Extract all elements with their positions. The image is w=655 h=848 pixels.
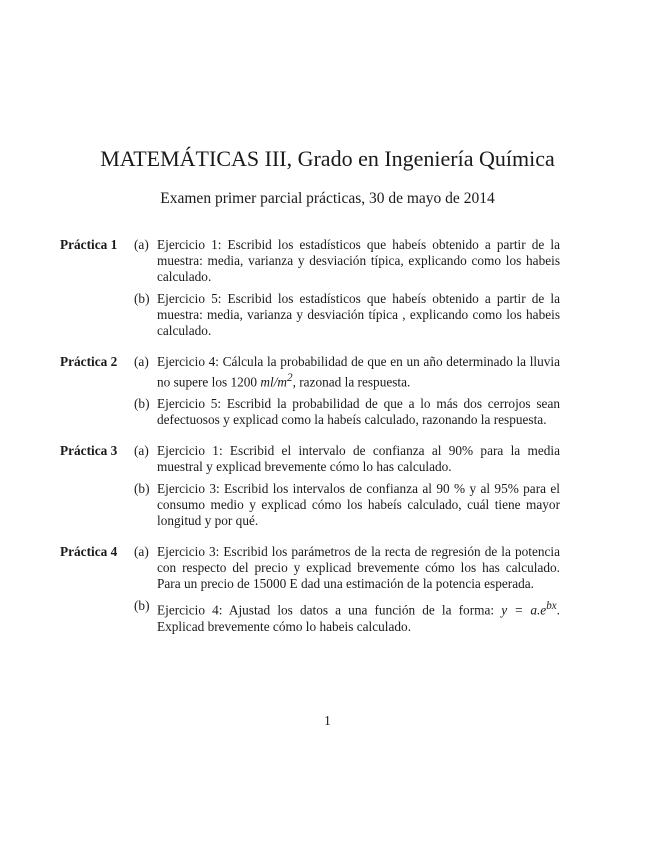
- math-formula: y = a.e: [501, 602, 547, 618]
- practica-2: [60, 354, 560, 434]
- math-units: ml/m: [260, 374, 288, 390]
- practica-label: Práctica 3: [60, 443, 118, 459]
- practica-3: [60, 443, 560, 535]
- exam-content: [60, 237, 560, 650]
- exercise-item: [134, 396, 560, 428]
- practica-items: [134, 544, 560, 640]
- item-label: (a): [134, 237, 149, 252]
- item-text: [157, 598, 560, 634]
- exercise-item: [134, 354, 560, 390]
- item-label: (a): [134, 354, 149, 369]
- item-text: Ejercicio 3: Escribid los intervalos de confianza al 90 % y al 95% para el consumo medio y explicad cómo los habeís calculado, cuál tiene mayor longitud y por qué.: [157, 481, 560, 529]
- exam-subtitle: Examen primer parcial prácticas, 30 de mayo de 2014: [160, 190, 495, 207]
- practica-items: [134, 237, 560, 345]
- exercise-item: [134, 237, 560, 285]
- page-number: 1: [324, 713, 331, 728]
- math-exponent: bx: [546, 600, 557, 613]
- item-label: (b): [134, 291, 150, 306]
- item-label: (b): [134, 481, 150, 497]
- practica-label: Práctica 1: [60, 237, 118, 252]
- item-label: (a): [134, 544, 149, 560]
- item-text: Ejercicio 1: Escribid los estadísticos que habeís obtenido a partir de la muestra: media, varianza y desviación típica, explicando como los habeis calculado.: [157, 237, 560, 284]
- exam-title: MATEMÁTICAS III, Grado en Ingeniería Química: [100, 146, 555, 171]
- exercise-item: [134, 291, 560, 339]
- practica-label: Práctica 4: [60, 544, 118, 560]
- practica-items: [134, 354, 560, 434]
- practica-4: [60, 544, 560, 640]
- exercise-item: [134, 598, 560, 634]
- item-text-before: Ejercicio 4: Ajustad los datos a una función de la forma:: [157, 602, 502, 618]
- item-text: [157, 354, 560, 390]
- item-text-after: , razonad la respuesta.: [292, 374, 411, 390]
- item-text: Ejercicio 1: Escribid el intervalo de confianza al 90% para la media muestral y explicad brevemente cómo lo has calculado.: [157, 443, 560, 475]
- practica-items: [134, 443, 560, 535]
- practica-1: [60, 237, 560, 345]
- exercise-item: [134, 544, 560, 592]
- item-label: (b): [134, 396, 150, 412]
- item-label: (a): [134, 443, 149, 459]
- item-text: Ejercicio 3: Escribid los parámetros de la recta de regresión de la potencia con respecto del precio y explicad brevemente cómo los has calculado. Para un precio de 15000 E dad una estimación de la potencia esperada.: [157, 544, 560, 592]
- item-text-after: . Explicad brevemente cómo lo habeis calculado.: [157, 602, 560, 634]
- item-text: Ejercicio 5: Escribid los estadísticos que habeís obtenido a partir de la muestra: media, varianza y desviación típica , explicando como los habeis calculado.: [157, 291, 560, 338]
- item-text-before: Ejercicio 4: Cálcula la probabilidad de que en un año determinado la lluvia no supere los 1200: [157, 354, 560, 390]
- exercise-item: [134, 443, 560, 475]
- exercise-item: [134, 481, 560, 529]
- item-text: Ejercicio 5: Escribid la probabilidad de que a lo más dos cerrojos sean defectuosos y explicad como la habeís calculado, razonando la respuesta.: [157, 396, 560, 428]
- item-label: (b): [134, 598, 150, 614]
- math-exponent: 2: [287, 372, 293, 384]
- practica-label: Práctica 2: [60, 354, 118, 369]
